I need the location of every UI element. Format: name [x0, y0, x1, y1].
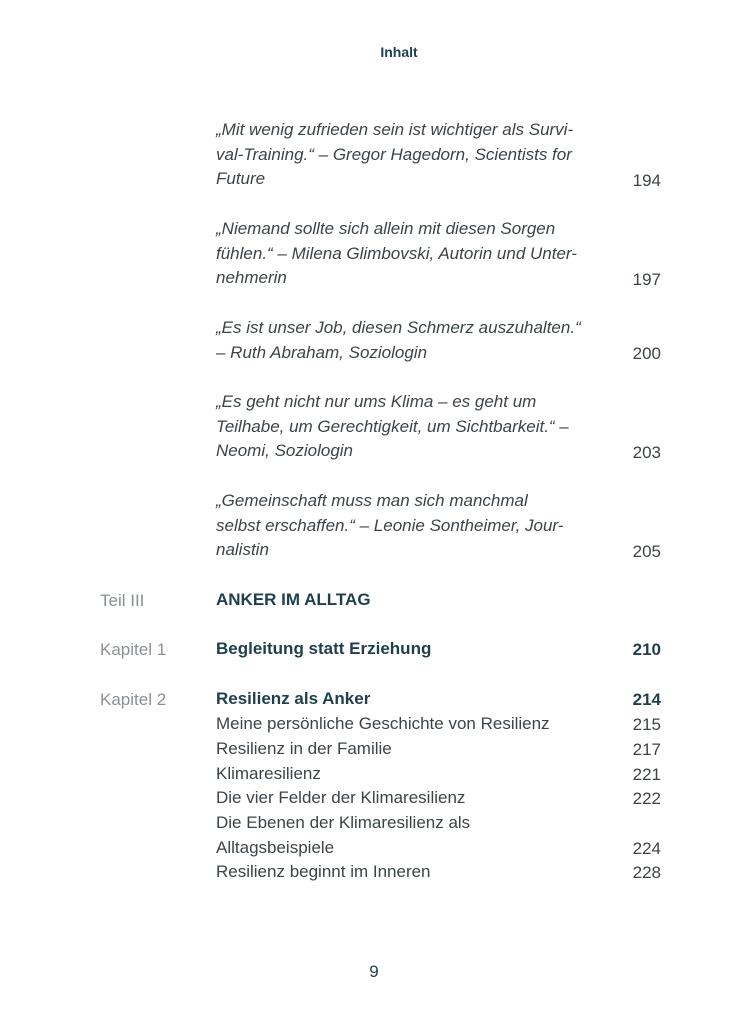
title-line: „Es ist unser Job, diesen Schmerz auszuhalten.“ [216, 318, 581, 337]
entry-title [216, 316, 596, 365]
chapter-title: Begleitung statt Erziehung [216, 639, 432, 658]
page-number: 224 [632, 839, 661, 858]
part-title: ANKER IM ALLTAG [216, 590, 371, 609]
running-head: Inhalt [380, 44, 418, 60]
page-number: 210 [632, 640, 661, 659]
section-title: Resilienz beginnt im Inneren [216, 862, 431, 881]
page-folio: 9 [369, 962, 379, 981]
title-line: – Ruth Abraham, Soziologin [216, 342, 428, 362]
section-title: Klimaresilienz [216, 764, 321, 783]
title-line: val-Training.“ – Gregor Hagedorn, Scientists for [216, 144, 572, 164]
title-line: selbst erschaffen.“ – Leonie Sontheimer, Jour- [216, 515, 564, 535]
chapter-label: Kapitel 2 [100, 690, 167, 709]
page-number: 197 [632, 270, 661, 289]
title-line: „Es geht nicht nur ums Klima – es geht um [216, 392, 537, 411]
title-line: Neomi, Soziologin [216, 441, 354, 461]
page-number: 228 [632, 863, 661, 882]
title-line: nehmerin [216, 268, 287, 288]
title-line: nalistin [216, 540, 269, 560]
page-number: 222 [632, 789, 661, 808]
entry-title [216, 217, 596, 291]
page-number: 205 [632, 542, 661, 561]
title-line: Alltagsbeispiele [216, 837, 335, 857]
chapter-label: Kapitel 1 [100, 640, 167, 659]
title-line: Die Ebenen der Klimaresilienz als [216, 813, 471, 832]
page-number: 194 [632, 171, 661, 190]
title-line: „Niemand sollte sich allein mit diesen Sorgen [216, 219, 556, 238]
entry-title [216, 390, 596, 464]
page-number: 215 [632, 715, 661, 734]
title-line: „Gemeinschaft muss man sich manchmal [216, 491, 528, 510]
entry-title [216, 489, 596, 563]
section-title: Die vier Felder der Klimaresilienz [216, 788, 466, 807]
entry-title [216, 118, 596, 192]
page-number: 217 [632, 740, 661, 759]
page-number: 214 [632, 690, 661, 709]
page-number: 203 [632, 443, 661, 462]
title-line: „Mit wenig zufrieden sein ist wichtiger als Survi- [216, 120, 574, 139]
part-label: Teil III [100, 591, 145, 610]
page-number: 200 [632, 344, 661, 363]
section-title: Resilienz in der Familie [216, 739, 392, 758]
title-line: fühlen.“ – Milena Glimbovski, Autorin und Unter- [216, 243, 577, 263]
section-title: Meine persönliche Geschichte von Resilienz [216, 714, 550, 733]
title-line: Teilhabe, um Gerechtigkeit, um Sichtbarkeit.“ – [216, 416, 569, 436]
chapter-title: Resilienz als Anker [216, 689, 371, 708]
section-title [216, 811, 596, 860]
title-line: Future [216, 169, 266, 189]
page-number: 221 [632, 765, 661, 784]
